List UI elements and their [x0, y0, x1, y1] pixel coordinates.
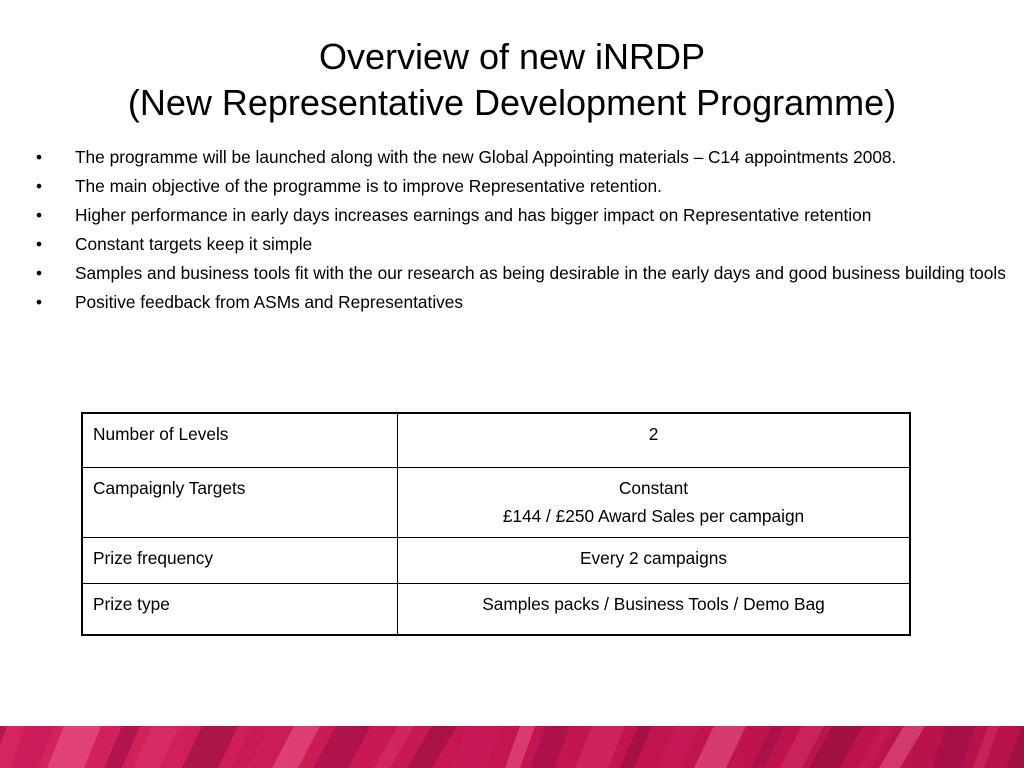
slide-title	[0, 34, 1024, 126]
bullet-text: Positive feedback from ASMs and Representatives	[75, 292, 464, 312]
slide-title-line-2: (New Representative Development Programme)	[127, 82, 897, 123]
bullet-list	[36, 146, 1006, 320]
bullet-text: Constant targets keep it simple	[75, 234, 313, 254]
table-cell-value: 2	[398, 413, 911, 468]
bullet-item	[36, 262, 1006, 285]
table-cell-value: Every 2 campaigns	[398, 538, 911, 584]
table-cell-label: Number of Levels	[82, 413, 398, 468]
table-cell-value-line-2: £144 / £250 Award Sales per campaign	[502, 506, 805, 526]
bullet-item	[36, 233, 1006, 256]
table-cell-value: Samples packs / Business Tools / Demo Bag	[398, 584, 911, 636]
bullet-marker: •	[36, 234, 43, 254]
bullet-item	[36, 291, 1006, 314]
table-cell-label: Prize type	[82, 584, 398, 636]
bullet-item	[36, 175, 1006, 198]
slide-title-line-1: Overview of new iNRDP	[318, 36, 706, 77]
footer-graphic	[0, 726, 1024, 768]
programme-table	[81, 412, 911, 636]
bullet-marker: •	[36, 292, 43, 312]
bullet-text: The main objective of the programme is to improve Representative retention.	[75, 176, 662, 196]
bullet-text: The programme will be launched along with the new Global Appointing materials – C14 appointments 2008.	[75, 147, 897, 167]
bullet-item	[36, 146, 1006, 169]
bullet-item	[36, 204, 1006, 227]
table-row	[82, 468, 910, 538]
table-cell-label: Prize frequency	[82, 538, 398, 584]
footer-decorative-band	[0, 726, 1024, 768]
bullet-text: Samples and business tools fit with the our research as being desirable in the early days and good business building tools	[75, 263, 1006, 283]
table-cell-label: Campaignly Targets	[82, 468, 398, 538]
bullet-marker: •	[36, 176, 43, 196]
table-row	[82, 584, 910, 636]
bullet-marker: •	[36, 205, 43, 225]
table-cell-value	[398, 468, 911, 538]
table-row	[82, 538, 910, 584]
bullet-text: Higher performance in early days increases earnings and has bigger impact on Representative retention	[75, 205, 872, 225]
table-cell-value-line-1: Constant	[618, 478, 689, 498]
bullet-marker: •	[36, 147, 43, 167]
bullet-marker: •	[36, 263, 43, 283]
table-row	[82, 413, 910, 468]
